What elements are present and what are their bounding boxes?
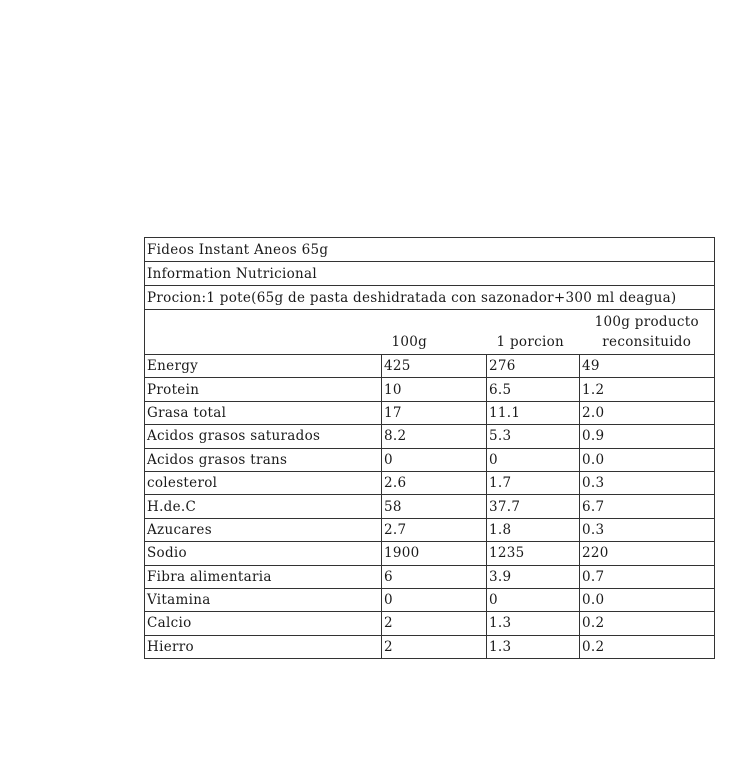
value-100g: 8.2: [382, 425, 487, 448]
table-row: [145, 378, 715, 401]
nutrient-name: Protein: [145, 378, 382, 401]
nutrition-facts-table: [144, 237, 715, 659]
nutrient-name: Vitamina: [145, 588, 382, 611]
value-1-porcion: 1.3: [487, 635, 580, 658]
table-row: [145, 495, 715, 518]
serving-row: [145, 286, 715, 310]
value-100g-producto: 0.2: [580, 612, 715, 635]
nutrient-name: Grasa total: [145, 401, 382, 424]
value-100g: 425: [382, 355, 487, 378]
value-100g-producto: 2.0: [580, 401, 715, 424]
nutrient-rows: [145, 355, 715, 659]
table-row: [145, 355, 715, 378]
nutrient-name: Azucares: [145, 518, 382, 541]
table-row: [145, 588, 715, 611]
table-row: [145, 471, 715, 494]
header-producto-line1: 100g producto: [594, 314, 699, 330]
value-1-porcion: 5.3: [487, 425, 580, 448]
value-100g-producto: 0.7: [580, 565, 715, 588]
value-1-porcion: 6.5: [487, 378, 580, 401]
value-100g-producto: 0.2: [580, 635, 715, 658]
nutrient-name: Calcio: [145, 612, 382, 635]
nutrient-name: Hierro: [145, 635, 382, 658]
value-100g: 2: [382, 612, 487, 635]
value-100g: 6: [382, 565, 487, 588]
value-1-porcion: 276: [487, 355, 580, 378]
nutrient-name: Acidos grasos saturados: [145, 425, 382, 448]
value-1-porcion: 1235: [487, 542, 580, 565]
value-100g: 2: [382, 635, 487, 658]
value-100g: 0: [382, 588, 487, 611]
value-100g: 0: [382, 448, 487, 471]
table-row: [145, 542, 715, 565]
value-1-porcion: 3.9: [487, 565, 580, 588]
product-title: Fideos Instant Aneos 65g: [145, 238, 715, 262]
nutrient-name: Acidos grasos trans: [145, 448, 382, 471]
section-row: [145, 262, 715, 286]
value-100g-producto: 0.0: [580, 448, 715, 471]
value-100g-producto: 0.0: [580, 588, 715, 611]
value-100g-producto: 0.3: [580, 518, 715, 541]
value-1-porcion: 1.8: [487, 518, 580, 541]
table-row: [145, 401, 715, 424]
table-row: [145, 565, 715, 588]
nutrient-name: Energy: [145, 355, 382, 378]
value-1-porcion: 37.7: [487, 495, 580, 518]
header-blank-cell: [145, 310, 382, 355]
table-row: [145, 425, 715, 448]
table-row: [145, 612, 715, 635]
value-100g: 1900: [382, 542, 487, 565]
value-100g-producto: 0.9: [580, 425, 715, 448]
column-header-row: [145, 310, 715, 355]
table-row: [145, 635, 715, 658]
header-100g-producto: [580, 310, 715, 355]
value-100g: 10: [382, 378, 487, 401]
nutrient-name: colesterol: [145, 471, 382, 494]
value-100g-producto: 49: [580, 355, 715, 378]
nutrient-name: Sodio: [145, 542, 382, 565]
table-row: [145, 448, 715, 471]
table-row: [145, 518, 715, 541]
value-100g-producto: 6.7: [580, 495, 715, 518]
nutrient-name: H.de.C: [145, 495, 382, 518]
header-100g: 100g: [382, 310, 487, 355]
value-1-porcion: 1.7: [487, 471, 580, 494]
value-100g: 58: [382, 495, 487, 518]
serving-note: Procion:1 pote(65g de pasta deshidratada con sazonador+300 ml deagua): [145, 286, 715, 310]
value-1-porcion: 0: [487, 448, 580, 471]
section-title: Information Nutricional: [145, 262, 715, 286]
nutrient-name: Fibra alimentaria: [145, 565, 382, 588]
value-1-porcion: 11.1: [487, 401, 580, 424]
value-100g: 17: [382, 401, 487, 424]
title-row: [145, 238, 715, 262]
value-100g-producto: 1.2: [580, 378, 715, 401]
value-100g-producto: 220: [580, 542, 715, 565]
value-100g-producto: 0.3: [580, 471, 715, 494]
value-1-porcion: 1.3: [487, 612, 580, 635]
value-100g: 2.6: [382, 471, 487, 494]
header-1-porcion: 1 porcion: [487, 310, 580, 355]
value-1-porcion: 0: [487, 588, 580, 611]
value-100g: 2.7: [382, 518, 487, 541]
header-producto-line2: reconsituido: [602, 334, 692, 350]
